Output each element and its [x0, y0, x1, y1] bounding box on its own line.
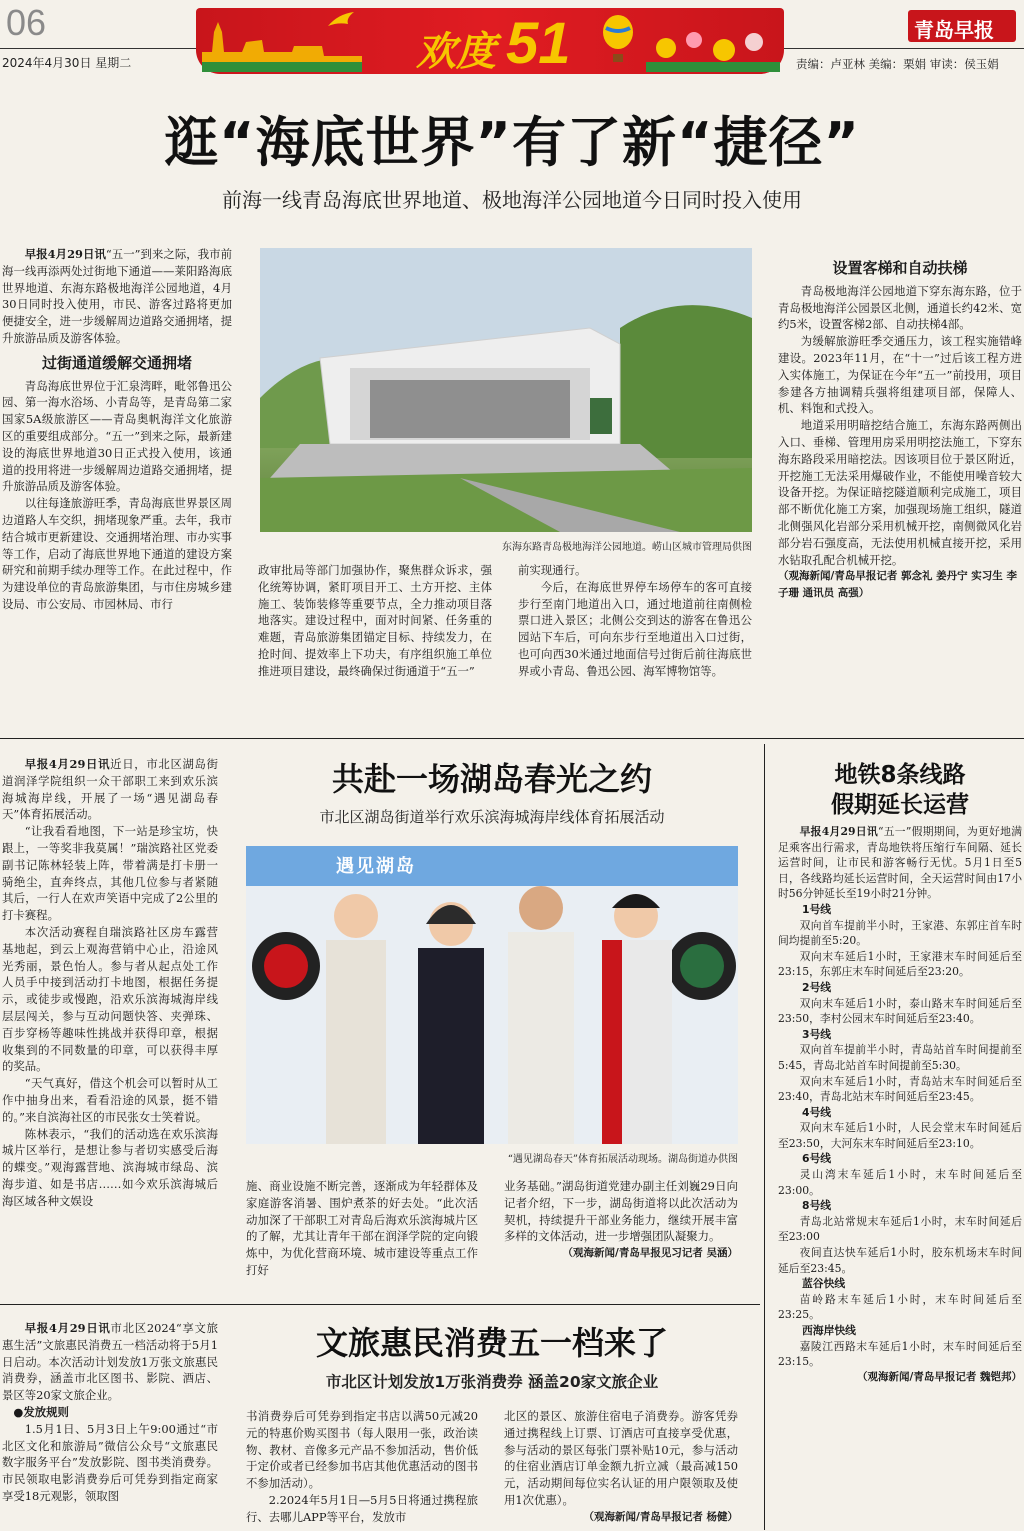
dove-icon — [326, 10, 356, 32]
dateline: 早报4月29日讯 — [24, 247, 106, 261]
paragraph: 本次活动赛程自瑞滨路社区房车露营基地起，到云上观海营销中心止，沿途风光秀丽，景色怡人。参与者从起点处工作人员手中接到活动打卡地图，根据任务提示，或徒步或慢跑，沿欢乐滨海城海岸线层层闯关，参与互动问题快答、夹弹珠、百步穿杨等趣味性挑战并获得印章，根据收集到的不同数量的印章，可以获得丰厚的奖品。 — [2, 924, 218, 1074]
masthead — [908, 10, 1016, 42]
metro-line-name: 西海岸快线 — [802, 1324, 856, 1337]
paragraph: “天气真好，借这个机会可以暂时从工作中抽身出来，看看沿途的风景，挺不错的。”来自滨海社区的市民张女士笑着说。 — [2, 1076, 218, 1124]
group-activity-photo — [246, 846, 738, 1144]
paragraph: 施、商业设施不断完善，逐渐成为年轻群体及家庭游客消暑、围炉煮茶的好去处。“此次活动加深了干部职工对青岛后海欢乐滨海城片区的了解，尤其让青年干部在润泽学院的定向锻炼中，为优化营商环境、城市建设等重点工作打好 — [246, 1179, 478, 1277]
article1-column-2 — [258, 562, 492, 704]
metro-line-detail: 青岛北站常规末车延后1小时，末车时间延后至23:00 — [778, 1214, 1022, 1244]
page-header — [0, 0, 1024, 80]
metro-line-detail: 灵山湾末车延后1小时，末车时间延后至23:00。 — [778, 1168, 1022, 1197]
paragraph: 青岛海底世界位于汇泉湾畔，毗邻鲁迅公园、第一海水浴场、小青岛等，是青岛第二家国家5A级旅游区——青岛奥帆海洋文化旅游区的重要组成部分。“五一”到来之际，最新建设的海底世界地道30日正式投入使用，该通道的投用将进一步缓解周边道路交通拥堵，提升旅游品质及游客体验。 — [2, 378, 232, 494]
holiday-banner — [196, 8, 784, 74]
metro-line-name: 8号线 — [802, 1199, 832, 1213]
metro-line-name: 4号线 — [802, 1105, 832, 1119]
article2-column-1 — [2, 756, 218, 1286]
date-line: 2024年4月30日 星期二 — [2, 56, 132, 70]
article2-headline: 共赴一场湖岛春光之约 — [331, 760, 652, 798]
metro-line-name: 6号线 — [802, 1152, 832, 1166]
underpass-entrance-illustration — [260, 248, 752, 532]
paragraph: 书消费券后可凭券到指定书店以满50元减20元的特惠价购买图书（每人限用一张，政治读物、教材、音像多元产品不参加活动，售价低于定价或者已经参加书店其他优惠活动的图书不参加活动）。 — [246, 1409, 478, 1491]
banner-number: 51 — [506, 11, 571, 76]
reporter-credit: （观海新闻/青岛早报见习记者 吴涵） — [562, 1247, 738, 1260]
section-subheading: 设置客梯和自动扶梯 — [832, 259, 968, 277]
reporter-credit: （观海新闻/青岛早报记者 郭念礼 姜丹宁 实习生 李子珊 通讯员 高强） — [778, 570, 1017, 600]
paragraph: 为缓解旅游旺季交通压力，该工程实施错峰建设。2023年11月，在“十一”过后该工程方进入实体施工，为保证在今年“五一”前投用，项目参建各方抽调精兵强将组建项目部，保障人、机、料饱和式投入。 — [778, 334, 1022, 416]
paragraph: 北区的景区、旅游住宿电子消费券。游客凭券通过携程线上订票、订酒店可直接享受优惠，参与活动的景区每张门票补贴10元，参与活动的住宿业酒店订单金额九折立减（最高减150元，活动期间每位实名认证的用户限领取及使用1次优惠）。 — [504, 1409, 738, 1507]
article3-body — [778, 824, 1022, 1530]
column-divider — [764, 744, 765, 1530]
lead-text: “五一”假期期间，为更好地满足乘客出行需求，青岛地铁将压缩行车间隔、延长运营时间，让市民和游客畅行无忧。5月1日至5日，各线路均延长运营时间，全天运营时间由17小时56分钟延长至19小时21分钟。 — [778, 825, 1022, 901]
article2-subheadline: 市北区湖岛街道举行欢乐滨海城海岸线体育拓展活动 — [319, 808, 665, 826]
article1-column-1 — [2, 246, 232, 704]
metro-line-detail: 双向末车延后1小时，人民会堂末车时间延后至23:50，大河东末车时间延后至23:10。 — [778, 1121, 1022, 1150]
section-divider — [0, 738, 1024, 739]
lead-text: “五一”到来之际，我市前海一线再添两处过街地下通道——莱阳路海底世界地道、东海东路极地海洋公园地道，4月30日同时投入使用，市民、游客过路将更加便捷安全，进一步缓解周边道路交通拥堵，提升旅游品质及游客体验。 — [2, 247, 232, 345]
article1-subheadline: 前海一线青岛海底世界地道、极地海洋公园地道今日同时投入使用 — [222, 188, 802, 212]
lead-text: 近日，市北区湖岛街道润泽学院组织一众干部职工来到欢乐滨海城海岸线，开展了一场“遇见湖岛春天”体育拓展活动。 — [2, 757, 218, 822]
photo-caption: 东海东路青岛极地海洋公园地道。崂山区城市管理局供图 — [502, 542, 752, 553]
metro-line-name: 蓝谷快线 — [802, 1277, 846, 1291]
metro-line-name: 2号线 — [802, 980, 832, 994]
reporter-credit: （观海新闻/青岛早报记者 魏铠邦） — [857, 1370, 1022, 1383]
paragraph: 政审批局等部门加强协作，聚焦群众诉求，强化统筹协调，紧盯项目开工、土方开挖、主体施工、装饰装修等重要节点，全力推动项目落地落实。建设过程中，面对时间紧、任务重的难题，青岛旅游集团锚定目标、持续发力，在抢时间、提效率上下功夫，有序组织施工单位推进项目建设，最终确保过街通道于“五一” — [258, 563, 492, 678]
group-photo-illustration — [246, 846, 738, 1144]
section-subheading: ●发放规则 — [13, 1404, 69, 1419]
section-subheading: 过街通道缓解交通拥堵 — [41, 353, 192, 372]
metro-line-detail: 双向首车提前半小时，王家港、东郭庄首车时间均提前至5:20。 — [778, 918, 1022, 948]
dateline: 早报4月29日讯 — [799, 825, 878, 838]
article1-column-3 — [518, 562, 752, 704]
reporter-credit: （观海新闻/青岛早报记者 杨健） — [583, 1510, 738, 1523]
paragraph: 2.2024年5月1日—5月5日将通过携程旅行、去哪儿APP等平台，发放市 — [246, 1492, 478, 1524]
metro-line-detail: 苗岭路末车延后1小时，末车时间延后至23:25。 — [778, 1292, 1022, 1322]
article3-headline-line1: 地铁8条线路 — [834, 762, 966, 788]
metro-line-name: 1号线 — [802, 902, 832, 916]
dateline: 早报4月29日讯 — [24, 1321, 111, 1335]
paragraph: 前实现通行。 — [518, 563, 587, 577]
lead-text: 市北区2024“享文旅 惠生活”文旅惠民消费五一档活动将于5月1日启动。本次活动计划发放1万张文旅惠民消费券，涵盖市北区图书、影院、酒店、景区等20家文旅企业。 — [2, 1321, 218, 1403]
article3-headline-line2: 假期延长运营 — [831, 792, 969, 818]
flowers-icon — [646, 18, 780, 72]
section-divider — [0, 1304, 760, 1305]
paragraph: “让我看看地图，下一站是珍宝坊，快跟上，一等奖非我莫属！”瑞滨路社区党委副书记陈林轻装上阵，带着满是打卡册一骑绝尘，直奔终点，其他几位参与者紧随其后，一行人在欢声笑语中完成了2公里的打卡赛程。 — [2, 824, 218, 923]
paragraph: 1.5月1日、5月3日上午9:00通过“市北区文化和旅游局”微信公众号“文旅惠民数字服务平台”发放影院、图书类消费券。市民领取电影消费券后可凭券到指定商家享受18元观影，领取图 — [2, 1421, 218, 1503]
newspaper-name: 青岛早报 — [914, 18, 994, 42]
photo-caption: “遇见湖岛春天”体育拓展活动现场。湖岛街道办供图 — [507, 1154, 738, 1165]
underpass-photo — [260, 248, 752, 532]
article4-column-1 — [2, 1320, 218, 1531]
article1-headline: 逛“海底世界”有了新“捷径” — [164, 111, 860, 174]
metro-line-detail: 夜间直达快车延后1小时，胶东机场末车时间延后至23:45。 — [778, 1246, 1022, 1275]
paragraph: 青岛极地海洋公园地道下穿东海东路，位于青岛极地海洋公园景区北侧，通道长约42米、宽约5米，设置客梯2部、自动扶梯4部。 — [778, 283, 1022, 332]
paragraph: 陈林表示，“我们的活动选在欢乐滨海城片区举行，是想让参与者切实感受后海的蝶变。”观海露营地、滨海城市绿岛、滨海步道、如是书店……如今欢乐滨海城后海区域各种文娱设 — [2, 1126, 218, 1208]
article4-headline: 文旅惠民消费五一档来了 — [315, 1324, 668, 1362]
event-sign-text: 遇见湖岛 — [336, 856, 416, 877]
metro-line-detail: 嘉陵江西路末车延后1小时，末车时间延后至23:15。 — [778, 1339, 1022, 1369]
page-number: 06 — [6, 2, 47, 43]
banner-text: 欢度 — [416, 30, 496, 74]
metro-line-detail: 双向末车延后1小时，王家港末车时间延后至23:15，东郭庄末车时间延后至23:20。 — [778, 949, 1022, 979]
paragraph: 以往每逢旅游旺季，青岛海底世界景区周边道路人车交织，拥堵现象严重。去年，我市结合城市更新建设、交通拥堵治理、市办实事等工作，启动了海底世界地下通道的建设方案研究和前期手续办理等工作。在此过程中，作为建设单位的青岛旅游集团，与市住房城乡建设局、市公安局、市园林局、市行 — [2, 496, 232, 611]
paragraph: 今后，在海底世界停车场停车的客可直接步行至南门地道出入口，通过地道前往南侧检票口进入景区；北侧公交到达的游客在鲁迅公园站下车后，可向东步行至地道出入口过街，也可向西30米通过地面信号过街后前往海底世界或小青岛、鲁迅公园、海军博物馆等。 — [518, 579, 752, 678]
metro-line-detail: 双向末车延后1小时，泰山路末车时间延后至23:50，李村公园末车时间延后至23:40。 — [778, 996, 1022, 1026]
article4-column-3 — [504, 1408, 738, 1531]
metro-line-name: 3号线 — [802, 1027, 832, 1041]
article2-column-2 — [246, 1178, 478, 1286]
metro-line-detail: 双向首车提前半小时，青岛站首车时间提前至5:45，青岛北站首车时间提前至5:30。 — [778, 1043, 1022, 1072]
article4-subheadline: 市北区计划发放1万张消费券 涵盖20家文旅企业 — [325, 1373, 659, 1391]
hot-air-balloon-icon — [600, 14, 636, 66]
paragraph: 业务基础。”湖岛街道党建办副主任刘巍29日向记者介绍，下一步，湖岛街道将以此次活动为契机，持续提升干部业务能力，继续开展丰富多样的文体活动，进一步增强团队凝聚力。 — [504, 1179, 738, 1244]
metro-line-detail: 双向末车延后1小时，青岛站末车时间延后至23:40，青岛北站末车时间延后至23:45。 — [778, 1074, 1022, 1104]
article1-column-4 — [778, 256, 1022, 704]
editor-credits: 责编：卢亚林 美编：栗娟 审读：侯玉娟 — [796, 57, 999, 71]
article2-column-3 — [504, 1178, 738, 1286]
paragraph: 地道采用明暗挖结合施工，东海东路两侧出入口、垂梯、管理用房采用明挖法施工，下穿东海东路段采用暗挖法。因该项目位于景区附近，开挖施工无法采用爆破作业，不能使用噪音较大设备开挖。为保证暗挖隧道顺利完成施工，项目部不断优化施工方案，加强现场施工组织，隧道北侧强风化岩部分采用机械开挖，南侧微风化岩部分岩石强度高，无法使用机械直接开挖，采用水钻取孔配合机械开挖。 — [778, 418, 1022, 567]
article4-column-2 — [246, 1408, 478, 1531]
dateline: 早报4月29日讯 — [24, 757, 111, 771]
